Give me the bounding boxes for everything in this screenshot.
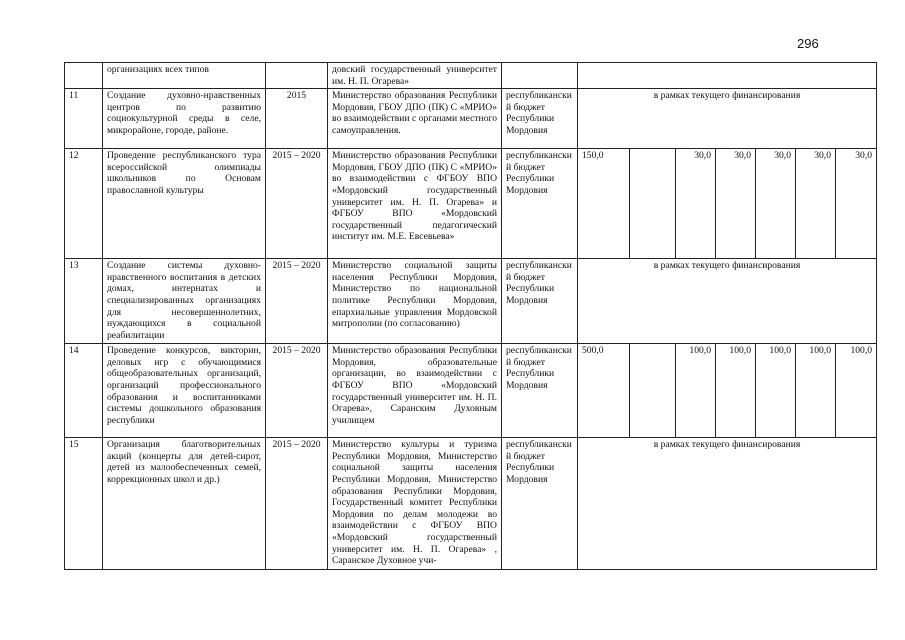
years: [266, 63, 328, 89]
table-row: [65, 438, 877, 570]
funding-source: республиканский бюджет Республики Мордовия: [502, 259, 578, 344]
activity-name: Создание системы духовно-нравственного воспитания в детских домах, интернатах и специализированных организациях для несовершеннолетних, нуждающихся в социальной реабилитации: [103, 259, 266, 344]
table-row: [65, 63, 877, 89]
table-row: [65, 344, 877, 438]
years: 2015 – 2020: [266, 438, 328, 570]
funding-source: [502, 63, 578, 89]
amount-cell: 100,0: [796, 344, 836, 438]
financing-cell: [578, 63, 877, 89]
amount-cell: 30,0: [796, 149, 836, 259]
table-row: [65, 89, 877, 149]
executors: Министерство образования Республики Мордовия, ГБОУ ДПО (ПК) С «МРИО» во взаимодействии с ФГБОУ ВПО «Мордовский государственный университет им. Н. П. Огарева» и ФГБОУ ВПО «Мордовский государственный педагогический институт им. М.Е. Евсевьева»: [328, 149, 502, 259]
page-number: 296: [797, 36, 819, 51]
amount-cell: 100,0: [676, 344, 716, 438]
amount-cell: 100,0: [716, 344, 756, 438]
activity-name: Проведение конкурсов, викторин, деловых игр с обучающимися общеобразовательных организаций, организаций профессионального образования и воспитанниками системы дошкольного образования республики: [103, 344, 266, 438]
financing-note: в рамках текущего финансирования: [578, 438, 877, 570]
amount-cell: [630, 344, 676, 438]
funding-source: республиканский бюджет Республики Мордовия: [502, 344, 578, 438]
row-number: 11: [65, 89, 103, 149]
table-row: [65, 259, 877, 344]
executors: Министерство социальной защиты населения Республики Мордовия, Министерство по национальной политике Республики Мордовия, епархиальные управления Мордовской митрополии (по согласованию): [328, 259, 502, 344]
row-number: 12: [65, 149, 103, 259]
row-number: [65, 63, 103, 89]
activity-name: Организация благотворительных акций (концерты для детей-сирот, детей из малообеспеченных семей, коррекционных школ и др.): [103, 438, 266, 570]
row-number: 14: [65, 344, 103, 438]
amount-cell: 30,0: [716, 149, 756, 259]
financing-note: в рамках текущего финансирования: [578, 259, 877, 344]
amount-cell: 30,0: [836, 149, 877, 259]
financing-note: в рамках текущего финансирования: [578, 89, 877, 149]
years: 2015: [266, 89, 328, 149]
executors: довский государственный университет им. Н. П. Огарева»: [328, 63, 502, 89]
amount-cell: 100,0: [756, 344, 796, 438]
program-table: [64, 62, 877, 570]
amount-cell: 100,0: [836, 344, 877, 438]
years: 2015 – 2020: [266, 344, 328, 438]
executors: Министерство образования Республики Мордовия, образовательные организации, во взаимодействии с ФГБОУ ВПО «Мордовский государственный университет им. Н. П. Огарева», Саранским Духовным училищем: [328, 344, 502, 438]
amount-total: 500,0: [578, 344, 630, 438]
activity-name: организациях всех типов: [103, 63, 266, 89]
amount-total: 150,0: [578, 149, 630, 259]
table-row: [65, 149, 877, 259]
activity-name: Создание духовно-нравственных центров по развитию социокультурной среды в селе, микрорайоне, городе, районе.: [103, 89, 266, 149]
row-number: 13: [65, 259, 103, 344]
row-number: 15: [65, 438, 103, 570]
amount-cell: 30,0: [676, 149, 716, 259]
funding-source: республиканский бюджет Республики Мордовия: [502, 89, 578, 149]
activity-name: Проведение республиканского тура всероссийской олимпиады школьников по Основам православной культуры: [103, 149, 266, 259]
amount-cell: 30,0: [756, 149, 796, 259]
funding-source: республиканский бюджет Республики Мордовия: [502, 149, 578, 259]
executors: Министерство культуры и туризма Республики Мордовия, Министерство социальной защиты населения Республики Мордовия, Министерство образования Республики Мордовия, Государственный комитет Республики Мордовия по делам молодежи во взаимодействии с ФГБОУ ВПО «Мордовский государственный университет им. Н. П. Огарева» , Саранское Духовное учи-: [328, 438, 502, 570]
executors: Министерство образования Республики Мордовия, ГБОУ ДПО (ПК) С «МРИО» во взаимодействии с органами местного самоуправления.: [328, 89, 502, 149]
years: 2015 – 2020: [266, 259, 328, 344]
funding-source: республиканский бюджет Республики Мордовия: [502, 438, 578, 570]
amount-cell: [630, 149, 676, 259]
years: 2015 – 2020: [266, 149, 328, 259]
